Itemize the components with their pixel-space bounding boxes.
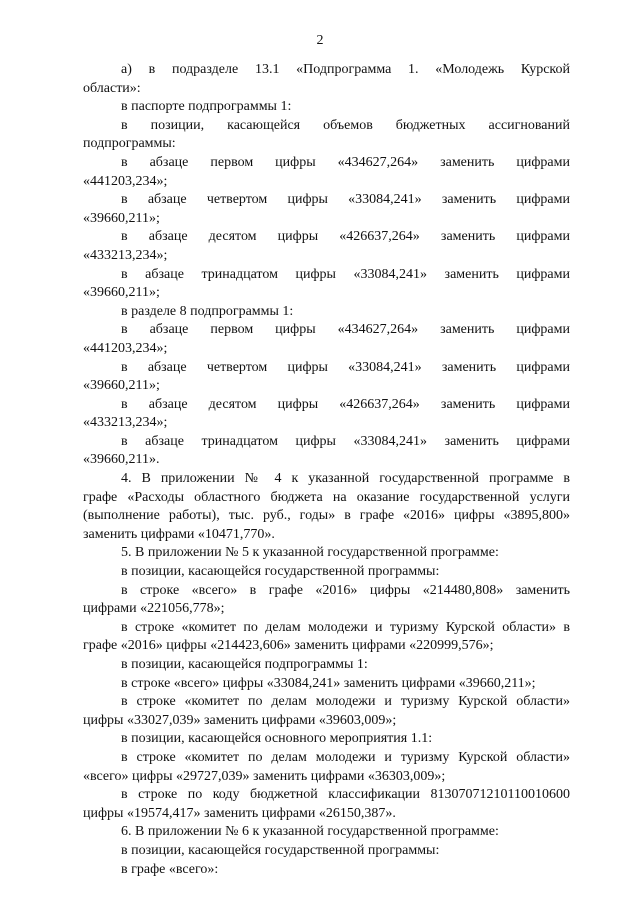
text-line: заменить цифрами «10471,770».: [83, 526, 275, 542]
text-line: в абзаце первом цифры «434627,264» заменить цифрами: [121, 322, 570, 338]
text-line: «441203,234»;: [83, 340, 168, 356]
text-line: подпрограммы:: [83, 136, 176, 152]
text-line: в абзаце тринадцатом цифры «33084,241» заменить цифрами: [121, 433, 570, 449]
text-line: области»:: [83, 80, 141, 96]
text-line: 6. В приложении № 6 к указанной государственной программе:: [121, 824, 499, 840]
text-line: цифры «19574,417» заменить цифрами «26150,387».: [83, 805, 396, 821]
text-line: в строке «всего» в графе «2016» цифры «214480,808» заменить: [121, 582, 570, 598]
text-line: в строке «комитет по делам молодежи и туризму Курской области» в: [121, 619, 570, 635]
text-line: «433213,234»;: [83, 415, 168, 431]
text-line: а) в подразделе 13.1 «Подпрограмма 1. «Молодежь Курской: [121, 62, 570, 77]
text-line: «39660,211»;: [83, 285, 160, 301]
text-line: «39660,211».: [83, 452, 160, 468]
text-line: графе «2016» цифры «214423,606» заменить цифрами «220999,576»;: [83, 638, 494, 654]
text-line: цифры «33027,039» заменить цифрами «39603,009»;: [83, 712, 397, 728]
text-line: 4. В приложении № 4 к указанной государственной программе в: [121, 471, 570, 487]
text-line: графе «Расходы областного бюджета на оказание государственной услуги: [83, 489, 570, 505]
text-line: 5. В приложении № 5 к указанной государственной программе:: [121, 545, 499, 561]
document-body: [83, 61, 570, 879]
text-line: в абзаце тринадцатом цифры «33084,241» заменить цифрами: [121, 266, 570, 282]
text-line: в паспорте подпрограммы 1:: [121, 99, 292, 115]
text-line: в абзаце первом цифры «434627,264» заменить цифрами: [121, 154, 570, 170]
text-line: в разделе 8 подпрограммы 1:: [121, 303, 294, 319]
text-line: «всего» цифры «29727,039» заменить цифрами «36303,009»;: [83, 768, 446, 784]
page-number: 2: [316, 33, 324, 48]
text-line: в позиции, касающейся основного мероприятия 1.1:: [121, 731, 433, 747]
text-line: цифрами «221056,778»;: [83, 601, 225, 617]
text-line: в абзаце четвертом цифры «33084,241» заменить цифрами: [121, 359, 570, 375]
text-line: в позиции, касающейся государственной программы:: [121, 842, 440, 858]
text-line: «433213,234»;: [83, 247, 168, 263]
text-line: в строке по коду бюджетной классификации 81307071210110010600: [121, 787, 570, 803]
text-line: в строке «комитет по делам молодежи и туризму Курской области»: [121, 694, 570, 710]
text-line: в строке «комитет по делам молодежи и туризму Курской области»: [121, 749, 570, 765]
text-line: «441203,234»;: [83, 173, 168, 189]
text-line: (выполнение работы), тыс. руб., годы» в графе «2016» цифры «3895,800»: [83, 508, 570, 524]
text-line: в абзаце десятом цифры «426637,264» заменить цифрами: [121, 396, 570, 412]
text-line: «39660,211»;: [83, 378, 160, 394]
text-line: в позиции, касающейся государственной программы:: [121, 564, 440, 580]
text-line: в строке «всего» цифры «33084,241» заменить цифрами «39660,211»;: [121, 675, 536, 691]
text-line: в позиции, касающейся объемов бюджетных ассигнований: [121, 117, 570, 133]
text-line: в абзаце четвертом цифры «33084,241» заменить цифрами: [121, 192, 570, 208]
text-line: в позиции, касающейся подпрограммы 1:: [121, 657, 368, 672]
text-line: в графе «всего»:: [121, 861, 219, 877]
text-line: «39660,211»;: [83, 210, 160, 226]
text-line: в абзаце десятом цифры «426637,264» заменить цифрами: [121, 229, 570, 245]
